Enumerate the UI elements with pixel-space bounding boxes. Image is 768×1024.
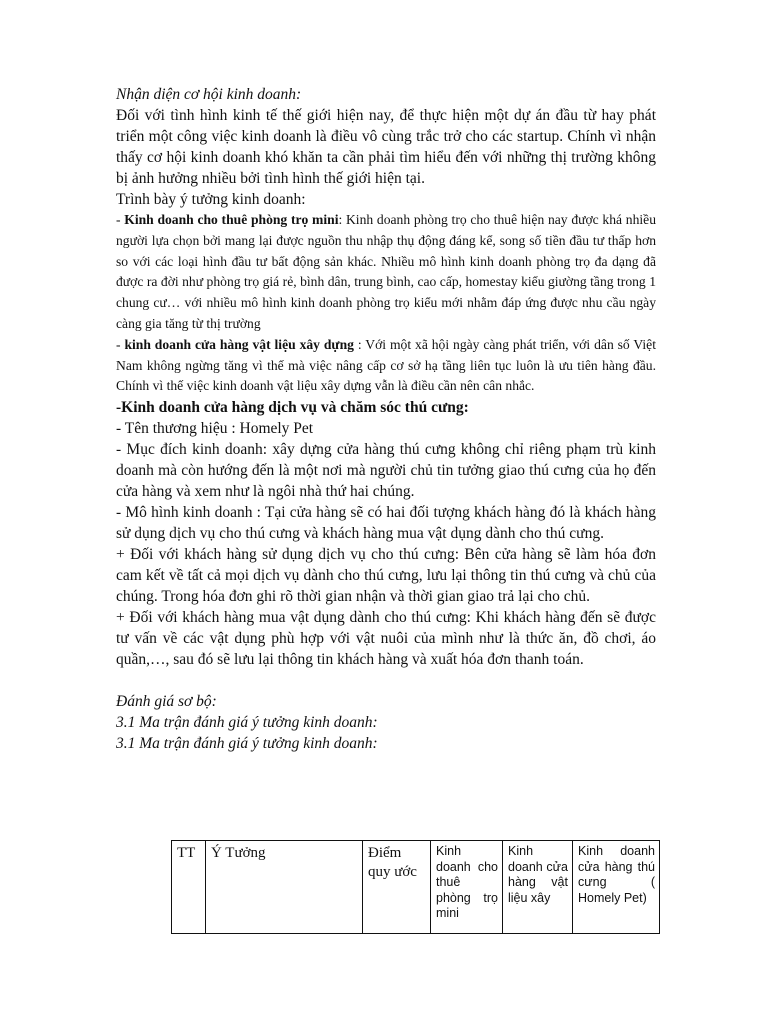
pet-brand-name: - Tên thương hiệu : Homely Pet <box>116 420 314 438</box>
table-header-cell: TT <box>172 841 206 934</box>
idea-prefix: - <box>116 336 125 352</box>
idea-title: Kinh doanh cho thuê phòng trọ mini <box>124 212 339 227</box>
spacer <box>116 670 656 691</box>
idea-building-materials <box>116 335 656 397</box>
subheading-matrix-duplicate: 3.1 Ma trận đánh giá ý tưởng kinh doanh: <box>116 735 378 753</box>
pet-product-customers: + Đối với khách hàng mua vật dụng dành cho thú cưng: Khi khách hàng đến sẽ được tư vấn về các vật dụng phù hợp với vật nuôi của mình như là thức ăn, đồ chơi, áo quần,…, sau đó sẽ lưu lại thông tin khách hàng và xuất hóa đơn thanh toán. <box>116 609 656 669</box>
idea-pet-store-title <box>116 397 656 418</box>
idea-text: : Với một xã hội ngày càng phát triển, với dân số Việt Nam không ngừng tăng vì thế mà việc nâng cấp cơ sở hạ tầng liên tục luôn là ưu tiên hàng đầu. Chính vì thế việc kinh doanh vật liệu xây dựng vẫn là điều cần nên cân nhắc. <box>116 336 656 394</box>
idea-title: kinh doanh cửa hàng vật liệu xây dựng <box>124 336 354 352</box>
table-header-cell: Kinh doanh cho thuê phòng trọ mini <box>431 841 503 934</box>
table-header-cell: Ý Tưởng <box>206 841 363 934</box>
document-page <box>116 84 656 754</box>
section-heading-assessment: Đánh giá sơ bộ: <box>116 693 217 711</box>
table-header-row <box>172 841 660 934</box>
section-heading-business-opportunity: Nhận diện cơ hội kinh doanh: <box>116 86 302 103</box>
idea-title: -Kinh doanh cửa hàng dịch vụ và chăm sóc thú cưng: <box>116 399 469 417</box>
section-heading-business-ideas: Trình bày ý tưởng kinh doanh: <box>116 191 306 208</box>
table-header-cell: Kinh doanh cửa hàng thú cưng ( Homely Pet) <box>573 841 660 934</box>
table-header-cell: Kinh doanh cửa hàng vật liệu xây <box>503 841 573 934</box>
pet-service-customers: + Đối với khách hàng sử dụng dịch vụ cho thú cưng: Bên cửa hàng sẽ làm hóa đơn cam kết về tất cả mọi dịch vụ dành cho thú cưng, lưu lại thông tin thú cưng và chủ của chúng. Trong hóa đơn ghi rõ thời gian nhận và thời gian giao trả lại cho chủ. <box>116 546 656 606</box>
idea-rental-rooms <box>116 210 656 335</box>
opportunity-paragraph: Đối với tình hình kinh tế thế giới hiện nay, để thực hiện một dự án đầu từ hay phát triển một công việc kinh doanh là điều vô cùng trắc trở cho các startup. Chính vì nhận thấy cơ hội kinh doanh khó khăn ta cần phải tìm hiểu đến với những thị trường không bị ảnh hưởng nhiều bởi tình hình thế giới hiện tại. <box>116 107 656 187</box>
pet-business-model: - Mô hình kinh doanh : Tại cửa hàng sẽ có hai đối tượng khách hàng đó là khách hàng sử dụng dịch vụ cho thú cưng và khách hàng mua vật dụng dành cho thú cưng. <box>116 504 656 543</box>
subheading-matrix: 3.1 Ma trận đánh giá ý tưởng kinh doanh: <box>116 714 378 732</box>
table-header-cell: Điểm quy ước <box>363 841 431 934</box>
evaluation-matrix-table <box>171 840 660 934</box>
pet-business-purpose: - Mục đích kinh doanh: xây dựng cửa hàng thú cưng không chỉ riêng phạm trù kinh doanh mà còn hướng đến là một nơi mà người chủ tin tưởng giao thú cưng của họ đến cửa hàng và xem như là ngôi nhà thứ hai chúng. <box>116 441 656 501</box>
idea-text: : Kinh doanh phòng trọ cho thuê hiện nay được khá nhiều người lựa chọn bởi mang lại được nguồn thu nhập thụ động đáng kể, song số tiền đầu tư thấp hơn so với các loại hình đầu tư bất động sản khác. Nhiều mô hình kinh doanh phòng trọ đa dạng đã được ra đời như phòng trọ giá rẻ, bình dân, trung bình, cao cấp, homestay kiểu giường tầng trong 1 chung cư… với nhiều mô hình kinh doanh phòng trọ kiểu mới nhằm đáp ứng được nhu cầu ngày càng gia tăng từ thị trường <box>116 212 656 331</box>
idea-prefix: - <box>116 212 125 227</box>
